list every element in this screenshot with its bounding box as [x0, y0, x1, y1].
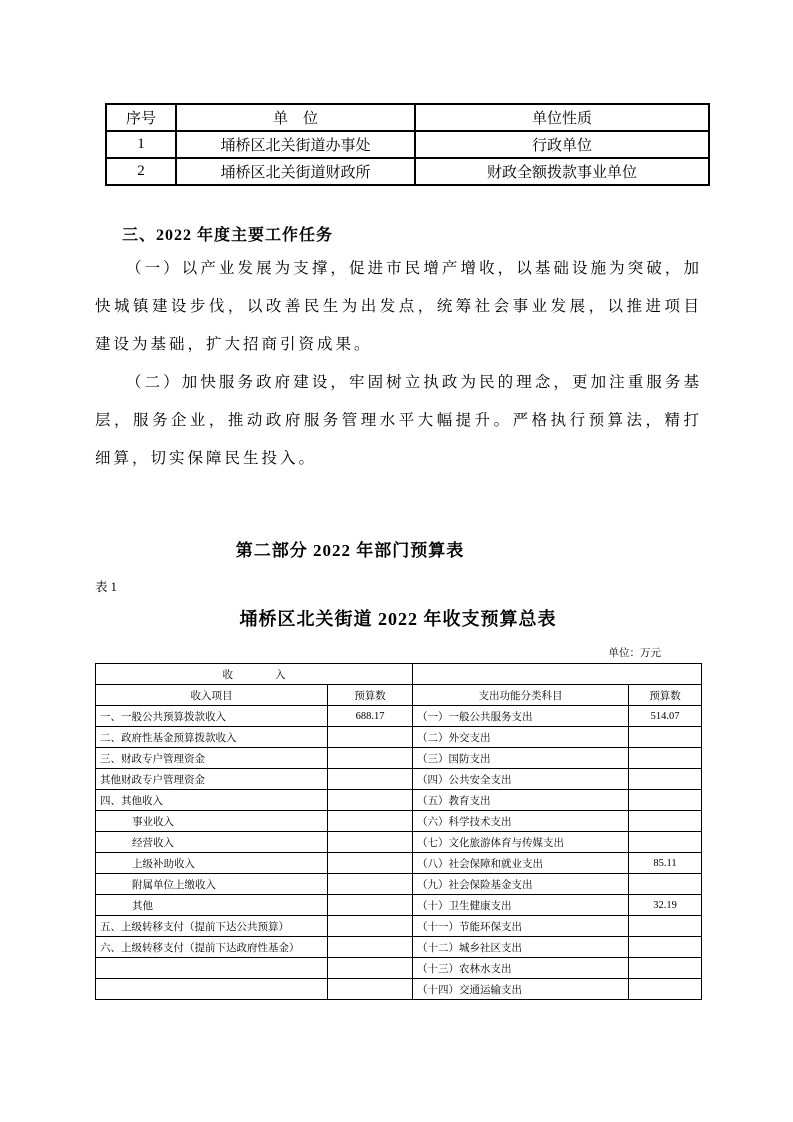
- income-amount-cell: [328, 895, 413, 916]
- budget-row: [96, 853, 702, 874]
- income-amount-cell: [328, 832, 413, 853]
- budget-row: [96, 895, 702, 916]
- unit-table-header-nature: 单位性质: [415, 104, 709, 131]
- budget-row: [96, 874, 702, 895]
- table-label: 表 1: [95, 580, 117, 594]
- expense-item-cell: （六）科学技术支出: [413, 811, 629, 832]
- expense-item-cell: （三）国防支出: [413, 748, 629, 769]
- income-amount-cell: [328, 769, 413, 790]
- expense-amount-cell: 514.07: [629, 706, 702, 727]
- income-amount-cell: [328, 748, 413, 769]
- income-item-cell: 六、上级转移支付（提前下达政府性基金）: [96, 937, 328, 958]
- income-amount-cell: [328, 790, 413, 811]
- income-item-cell: 四、其他收入: [96, 790, 328, 811]
- unit-row-no: 1: [106, 131, 176, 158]
- unit-table-header-unit: 单 位: [176, 104, 415, 131]
- income-amount-cell: [328, 937, 413, 958]
- unit-table-row: [106, 158, 709, 185]
- income-item-cell: 经营收入: [96, 832, 328, 853]
- expense-item-cell: （五）教育支出: [413, 790, 629, 811]
- budget-row: [96, 958, 702, 979]
- income-amount-cell: 688.17: [328, 706, 413, 727]
- unit-table-header-no: 序号: [106, 104, 176, 131]
- expense-amount-cell: 32.19: [629, 895, 702, 916]
- budget-table-title: 埇桥区北关街道 2022 年收支预算总表: [239, 609, 557, 629]
- budget-row: [96, 748, 702, 769]
- expense-amount-cell: [629, 790, 702, 811]
- expense-amount-cell: [629, 916, 702, 937]
- unit-table-row: [106, 131, 709, 158]
- expense-item-cell: （一）一般公共服务支出: [413, 706, 629, 727]
- budget-group-header-row: [96, 664, 702, 685]
- paragraph-2: （二）加快服务政府建设，牢固树立执政为民的理念，更加注重服务基层，服务企业，推动政府服务管理水平大幅提升。严格执行预算法，精打细算，切实保障民生投入。: [95, 374, 702, 467]
- unit-table-header-row: [106, 104, 709, 131]
- section-paragraphs: [95, 250, 702, 478]
- income-amount-cell: [328, 811, 413, 832]
- budget-column-header-row: [96, 685, 702, 706]
- expense-amount-cell: [629, 727, 702, 748]
- income-amount-header: 预算数: [328, 685, 413, 706]
- budget-row: [96, 706, 702, 727]
- budget-row: [96, 811, 702, 832]
- income-item-cell: 其他财政专户管理资金: [96, 769, 328, 790]
- expense-item-cell: （十四）交通运输支出: [413, 979, 629, 1000]
- income-item-cell: 二、政府性基金预算拨款收入: [96, 727, 328, 748]
- expense-group-header: [413, 664, 702, 685]
- unit-row-no: 2: [106, 158, 176, 185]
- expense-amount-cell: [629, 811, 702, 832]
- income-amount-cell: [328, 979, 413, 1000]
- budget-row: [96, 769, 702, 790]
- expense-amount-cell: [629, 979, 702, 1000]
- income-amount-cell: [328, 958, 413, 979]
- expense-amount-header: 预算数: [629, 685, 702, 706]
- expense-item-cell: （十二）城乡社区支出: [413, 937, 629, 958]
- expense-amount-cell: [629, 748, 702, 769]
- unit-row-name: 埇桥区北关街道财政所: [176, 158, 415, 185]
- income-item-cell: 上级补助收入: [96, 853, 328, 874]
- expense-item-cell: （十）卫生健康支出: [413, 895, 629, 916]
- part2-heading: 第二部分 2022 年部门预算表: [235, 541, 465, 560]
- income-amount-cell: [328, 853, 413, 874]
- income-item-cell: [96, 958, 328, 979]
- expense-item-header: 支出功能分类科目: [413, 685, 629, 706]
- expense-item-cell: （十三）农林水支出: [413, 958, 629, 979]
- income-item-cell: 三、财政专户管理资金: [96, 748, 328, 769]
- expense-item-cell: （二）外交支出: [413, 727, 629, 748]
- expense-amount-cell: [629, 937, 702, 958]
- expense-amount-cell: 85.11: [629, 853, 702, 874]
- income-amount-cell: [328, 727, 413, 748]
- income-group-header: 收 入: [96, 664, 413, 685]
- income-item-header: 收入项目: [96, 685, 328, 706]
- income-item-cell: 附属单位上缴收入: [96, 874, 328, 895]
- income-item-cell: 五、上级转移支付（提前下达公共预算）: [96, 916, 328, 937]
- budget-row: [96, 979, 702, 1000]
- budget-row: [96, 937, 702, 958]
- budget-row: [96, 832, 702, 853]
- income-amount-cell: [328, 874, 413, 895]
- budget-row: [96, 916, 702, 937]
- income-item-cell: 一、一般公共预算拨款收入: [96, 706, 328, 727]
- section-heading: 三、2022 年度主要工作任务: [122, 227, 334, 244]
- expense-item-cell: （九）社会保险基金支出: [413, 874, 629, 895]
- budget-row: [96, 727, 702, 748]
- unit-row-nature: 财政全额拨款事业单位: [415, 158, 709, 185]
- expense-amount-cell: [629, 769, 702, 790]
- budget-row: [96, 790, 702, 811]
- expense-amount-cell: [629, 874, 702, 895]
- expense-item-cell: （七）文化旅游体育与传媒支出: [413, 832, 629, 853]
- expense-item-cell: （四）公共安全支出: [413, 769, 629, 790]
- income-item-cell: [96, 979, 328, 1000]
- income-item-cell: 其他: [96, 895, 328, 916]
- paragraph-1: （一）以产业发展为支撑，促进市民增产增收，以基础设施为突破，加快城镇建设步伐，以改善民生为出发点，统筹社会事业发展，以推进项目建设为基础，扩大招商引资成果。: [95, 260, 702, 353]
- unit-note: 单位：万元: [608, 648, 661, 659]
- expense-item-cell: （十一）节能环保支出: [413, 916, 629, 937]
- unit-row-nature: 行政单位: [415, 131, 709, 158]
- unit-table: [105, 103, 710, 186]
- budget-table: [95, 663, 702, 1000]
- expense-amount-cell: [629, 832, 702, 853]
- unit-row-name: 埇桥区北关街道办事处: [176, 131, 415, 158]
- expense-amount-cell: [629, 958, 702, 979]
- income-item-cell: 事业收入: [96, 811, 328, 832]
- expense-item-cell: （八）社会保障和就业支出: [413, 853, 629, 874]
- income-amount-cell: [328, 916, 413, 937]
